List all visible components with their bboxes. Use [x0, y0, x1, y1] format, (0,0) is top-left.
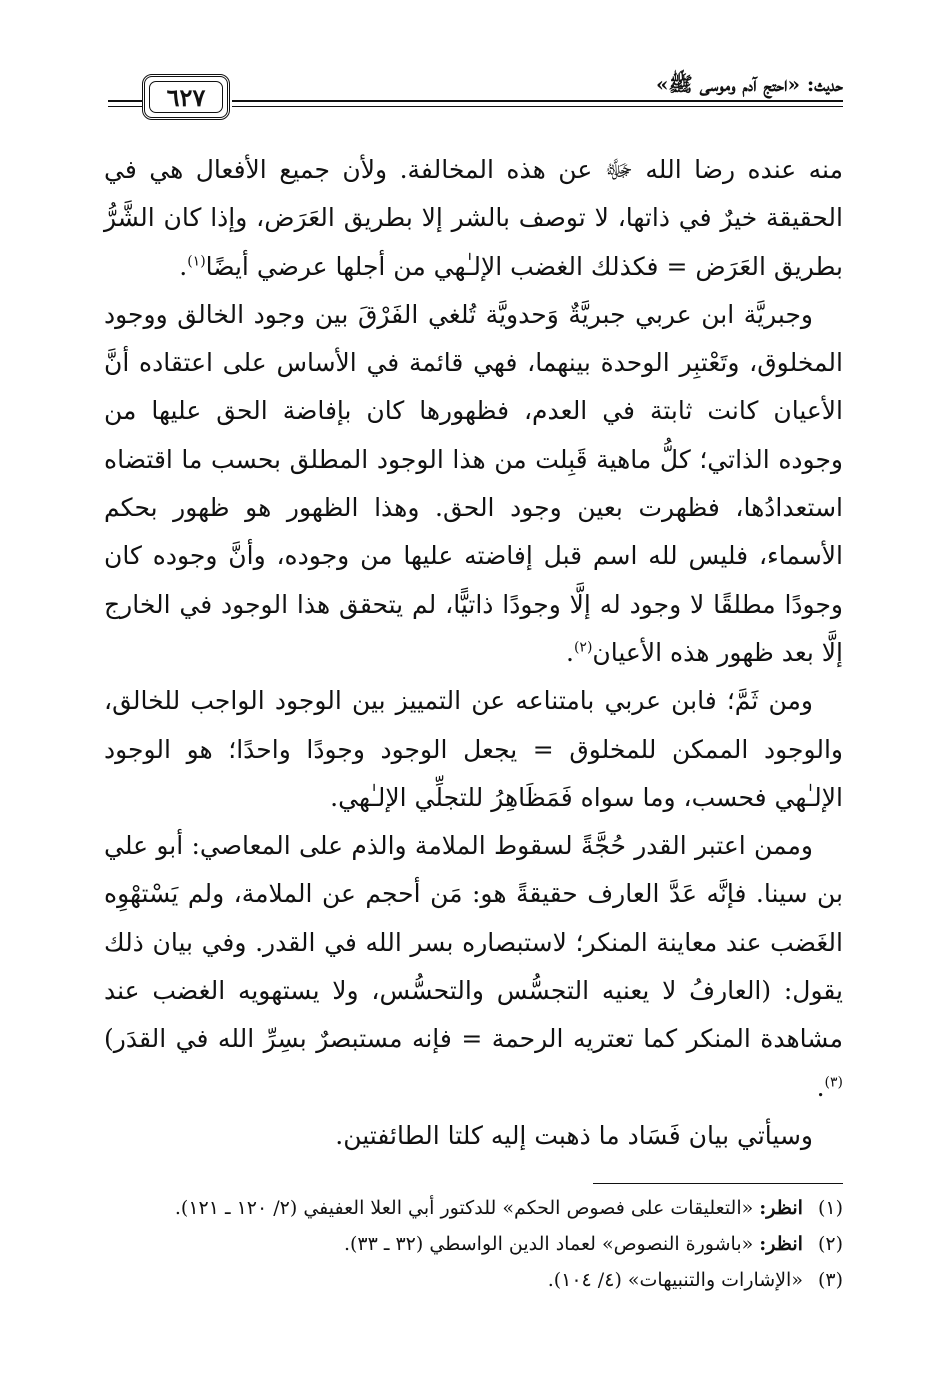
header-rule: [232, 100, 843, 102]
footnote-3: [104, 1262, 843, 1298]
paragraph-1-text: منه عنده رضا الله ﷻ عن هذه المخالفة. ولأن جميع الأفعال هي في الحقيقة خيرٌ في ذاتها، لا توصف بالشر إلا بطريق العَرَض، وإذا كان الشَّرُّ بطريق العَرَض = فكذلك الغضب الإلـٰهي من أجلها عرضي أيضًا: [104, 155, 843, 281]
footnote-2: [104, 1226, 843, 1262]
footnote-text: «الإشارات والتنبيهات» (٤/ ١٠٤).: [547, 1269, 803, 1291]
paragraph-4-end: .: [816, 1072, 825, 1102]
footnote-text: «التعليقات على فصوص الحكم» للدكتور أبي العلا العفيفي (٢/ ١٢٠ ـ ١٢١).: [174, 1197, 754, 1219]
paragraph-5: وسيأتي بيان فَسَاد ما ذهبت إليه كلتا الطائفتين.: [335, 1120, 813, 1150]
footnote-label: انظر:: [759, 1233, 803, 1255]
footnote-1: [104, 1190, 843, 1226]
footnote-ref-2: (٢): [573, 639, 593, 656]
footnote-number: (٣): [817, 1269, 843, 1291]
header-rule-thin: [232, 106, 843, 107]
main-text: [104, 146, 843, 1160]
paragraph-4: [104, 822, 843, 1112]
footnotes: [104, 1190, 843, 1298]
footnote-ref-3: (٣): [824, 1074, 843, 1091]
paragraph-3: ومن ثَمَّ؛ فابن عربي بامتناعه عن التمييز بين الوجود الواجب للخالق، والوجود الممكن للمخلوق = يجعل الوجود وجودًا واحدًا؛ هو الوجود الإلـٰهي فحسب، وما سواه فَمَظَاهِرُ للتجلِّي الإلـٰهي.: [104, 686, 843, 812]
paragraph-4-text: وممن اعتبر القدر حُجَّةً لسقوط الملامة والذم على المعاصي: أبو علي بن سينا. فإنَّه عَدَّ العارف حقيقةً هو: مَن أحجم عن الملامة، ولم يَسْتهْوِه الغَضب عند معاينة المنكر؛ لاستبصاره بسر الله في القدر. وفي بيان ذلك يقول: (العارفُ لا يعنيه التجسُّس والتحسُّس، ولا يستهويه الغضب عند مشاهدة المنكر كما تعتريه الرحمة = فإنه مستبصرٌ بسِرِّ الله في القدَر): [104, 831, 843, 1054]
footnote-label: انظر:: [759, 1197, 803, 1219]
footnote-number: (١): [817, 1197, 843, 1219]
header-rule-left-thin: [108, 106, 142, 107]
footnote-text: «باشورة النصوص» لعماد الدين الواسطي (٣٢ ـ ٣٣).: [343, 1233, 754, 1255]
paragraph-2: [104, 291, 843, 677]
page-number: ٦٢٧: [149, 81, 223, 113]
footnote-ref-1: (١): [187, 253, 206, 270]
footnote-separator: [593, 1183, 843, 1184]
footnote-number: (٢): [817, 1233, 843, 1255]
paragraph-1: [104, 146, 843, 291]
header-rule-left: [108, 100, 142, 102]
running-header-title: حديث: «احتج آدم وموسى ﷺ»: [656, 72, 843, 96]
paragraph-2-text: وجبريَّة ابن عربي جبريَّةٌ وَحدويَّة تُلغي الفَرْقَ بين وجود الخالق ووجود المخلوق، وتَعْتبِر الوحدة بينهما، فهي قائمة في الأساس على اعتقاده أنَّ الأعيان كانت ثابتة في العدم، فظهورها كان بإفاضة الحق عليها من وجوده الذاتي؛ كلُّ ماهية قَبِلت من هذا الوجود المطلق بحسب ما اقتضاه استعدادُها، فظهرت بعين وجود الحق. وهذا الظهور هو ظهور بحكم الأسماء، فليس لله اسم قبل إفاضته عليها من وجوده، وأنَّ وجوده كان وجودًا مطلقًا لا وجود له إلَّا وجودًا ذاتيًّا، لم يتحقق هذا الوجود في الخارج إلَّا بعد ظهور هذه الأعيان: [104, 299, 843, 667]
paragraph-2-end: .: [565, 637, 574, 667]
page-number-frame: [142, 74, 230, 120]
paragraph-1-end: .: [179, 251, 188, 281]
